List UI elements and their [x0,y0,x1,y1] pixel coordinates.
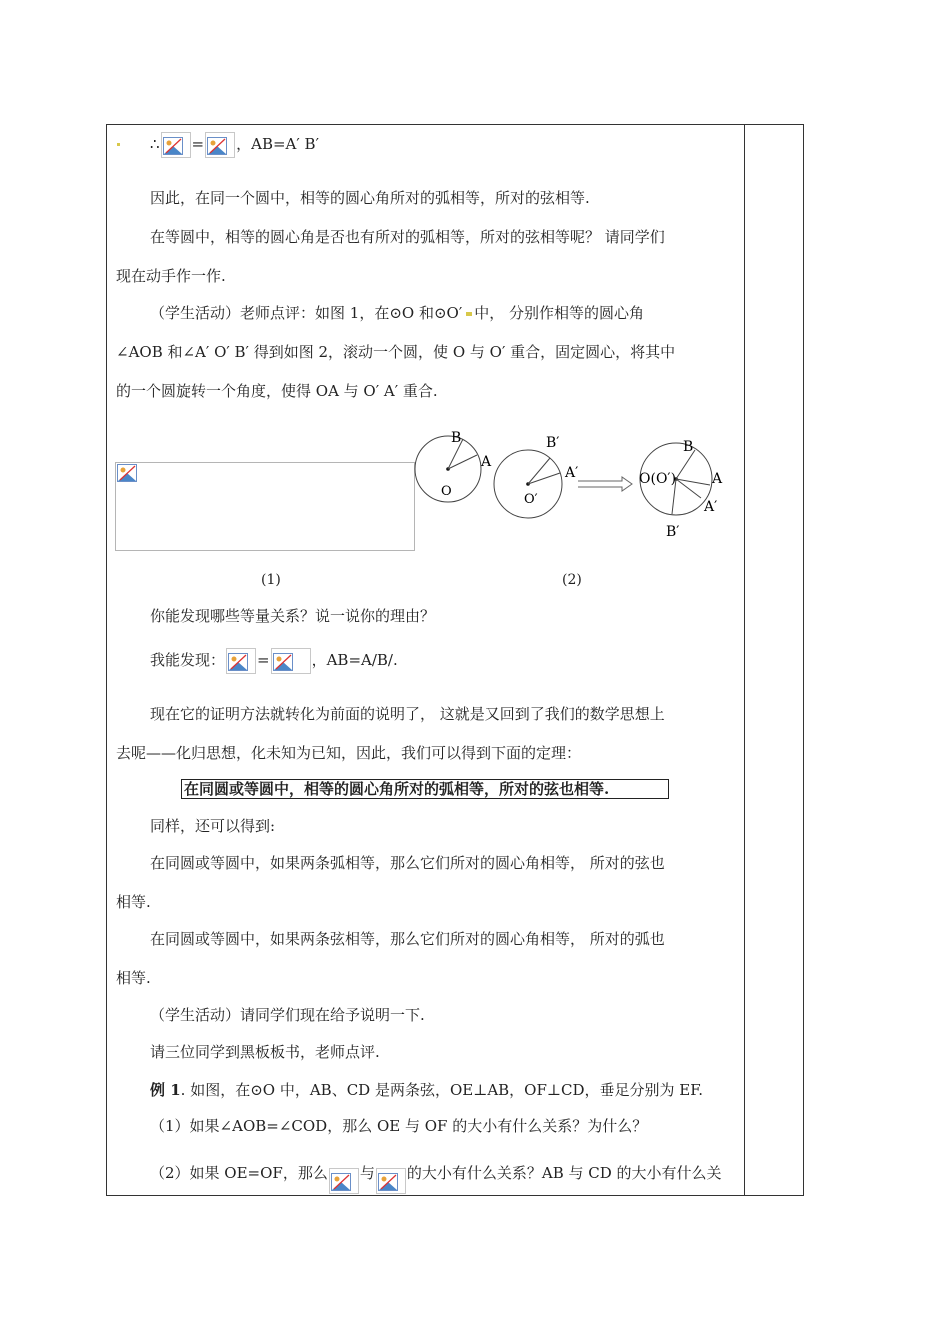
line-text: ，AB=A′ B′ [236,135,319,153]
paragraph-line: 请三位同学到黑板板书，老师点评. [150,1043,380,1061]
label-A: A [712,471,723,487]
label-B-prime: B′ [666,524,680,540]
therefore-symbol: ∴ [150,135,160,153]
right-arrow-icon [578,477,632,491]
paragraph-line: 现在动手作一作. [116,267,226,285]
radius-line [448,455,477,469]
paragraph-line [150,1154,722,1194]
line-text: （学生活动）老师点评：如图 1，在⊙O 和⊙O′ [150,304,463,322]
paragraph-line: 现在它的证明方法就转化为前面的说明了， 这就是又回到了我们的数学思想上 [150,705,665,723]
broken-image-icon [205,132,235,158]
line-text: 中， 分别作相等的圆心角 [474,304,644,322]
equals-sign: = [257,651,270,669]
broken-image-icon [226,648,256,674]
line-text: （2）如果 OE=OF，那么 [150,1164,328,1182]
line-text: 与 [359,1164,375,1182]
radius-line [676,479,710,485]
example-label: 例 1 [150,1081,181,1099]
circles-figure [410,425,740,550]
paragraph-line: 在同圆或等圆中，如果两条弦相等，那么它们所对的圆心角相等， 所对的弧也 [150,930,665,948]
label-B-prime: B′ [546,435,560,451]
paragraph-line: 因此，在同一个圆中，相等的圆心角所对的弧相等，所对的弦相等. [150,189,590,207]
broken-image-icon [329,1168,359,1194]
label-O-prime: O′ [524,492,538,507]
broken-image-icon [376,1168,406,1194]
label-A-prime: A′ [565,465,579,481]
paragraph-line: 同样，还可以得到: [150,817,276,835]
equals-sign: = [191,135,205,153]
line-text: 我能发现： [150,651,226,669]
stray-mark [117,143,120,146]
paragraph-line: 的一个圆旋转一个角度，使得 OA 与 O′ A′ 重合. [116,382,438,400]
paragraph-line: 在同圆或等圆中，如果两条弧相等，那么它们所对的圆心角相等， 所对的弦也 [150,854,665,872]
paragraph-line: 在等圆中，相等的圆心角是否也有所对的弧相等，所对的弦相等呢？ 请同学们 [150,228,665,246]
figure-caption-1: (1) [261,572,281,588]
figure-caption-2: (2) [562,572,582,588]
paragraph-line: 去呢——化归思想，化未知为已知，因此，我们可以得到下面的定理： [116,744,582,762]
paragraph-line: 相等. [116,969,151,987]
stray-mark [466,312,472,316]
line-therefore [150,132,319,158]
broken-image-icon [271,648,311,674]
label-B: B [451,430,462,446]
line-text: 的大小有什么关系？AB 与 CD 的大小有什么关 [406,1164,722,1182]
example-line [150,1080,703,1100]
line-text: ，AB=A/B/. [311,651,398,669]
label-O: O [441,484,452,499]
image-placeholder [115,462,415,551]
radius-line [676,479,701,498]
paragraph-line [150,303,644,323]
table-column-divider [744,124,745,1196]
paragraph-line: 你能发现哪些等量关系？说一说你的理由？ [150,607,436,625]
paragraph-line: ∠AOB 和∠A′ O′ B′ 得到如图 2，滚动一个圆，使 O 与 O′ 重合，固定圆心，将其中 [116,343,676,361]
paragraph-line: （1）如果∠AOB=∠COD，那么 OE 与 OF 的大小有什么关系？为什么？ [150,1117,648,1135]
theorem-box: 在同圆或等圆中，相等的圆心角所对的弧相等，所对的弦也相等. [181,779,669,799]
paragraph-line: 相等. [116,893,151,911]
label-B: B [683,439,694,455]
label-A-prime: A′ [704,499,718,515]
broken-image-icon [117,464,137,482]
line-text: . 如图，在⊙O 中，AB、CD 是两条弦，OE⊥AB，OF⊥CD，垂足分别为 EF. [180,1081,704,1099]
label-A: A [481,454,492,470]
paragraph-line [150,648,398,674]
broken-image-icon [161,132,191,158]
label-O-O-prime: O(O′) [639,471,677,487]
paragraph-line: （学生活动）请同学们现在给予说明一下. [150,1006,425,1024]
